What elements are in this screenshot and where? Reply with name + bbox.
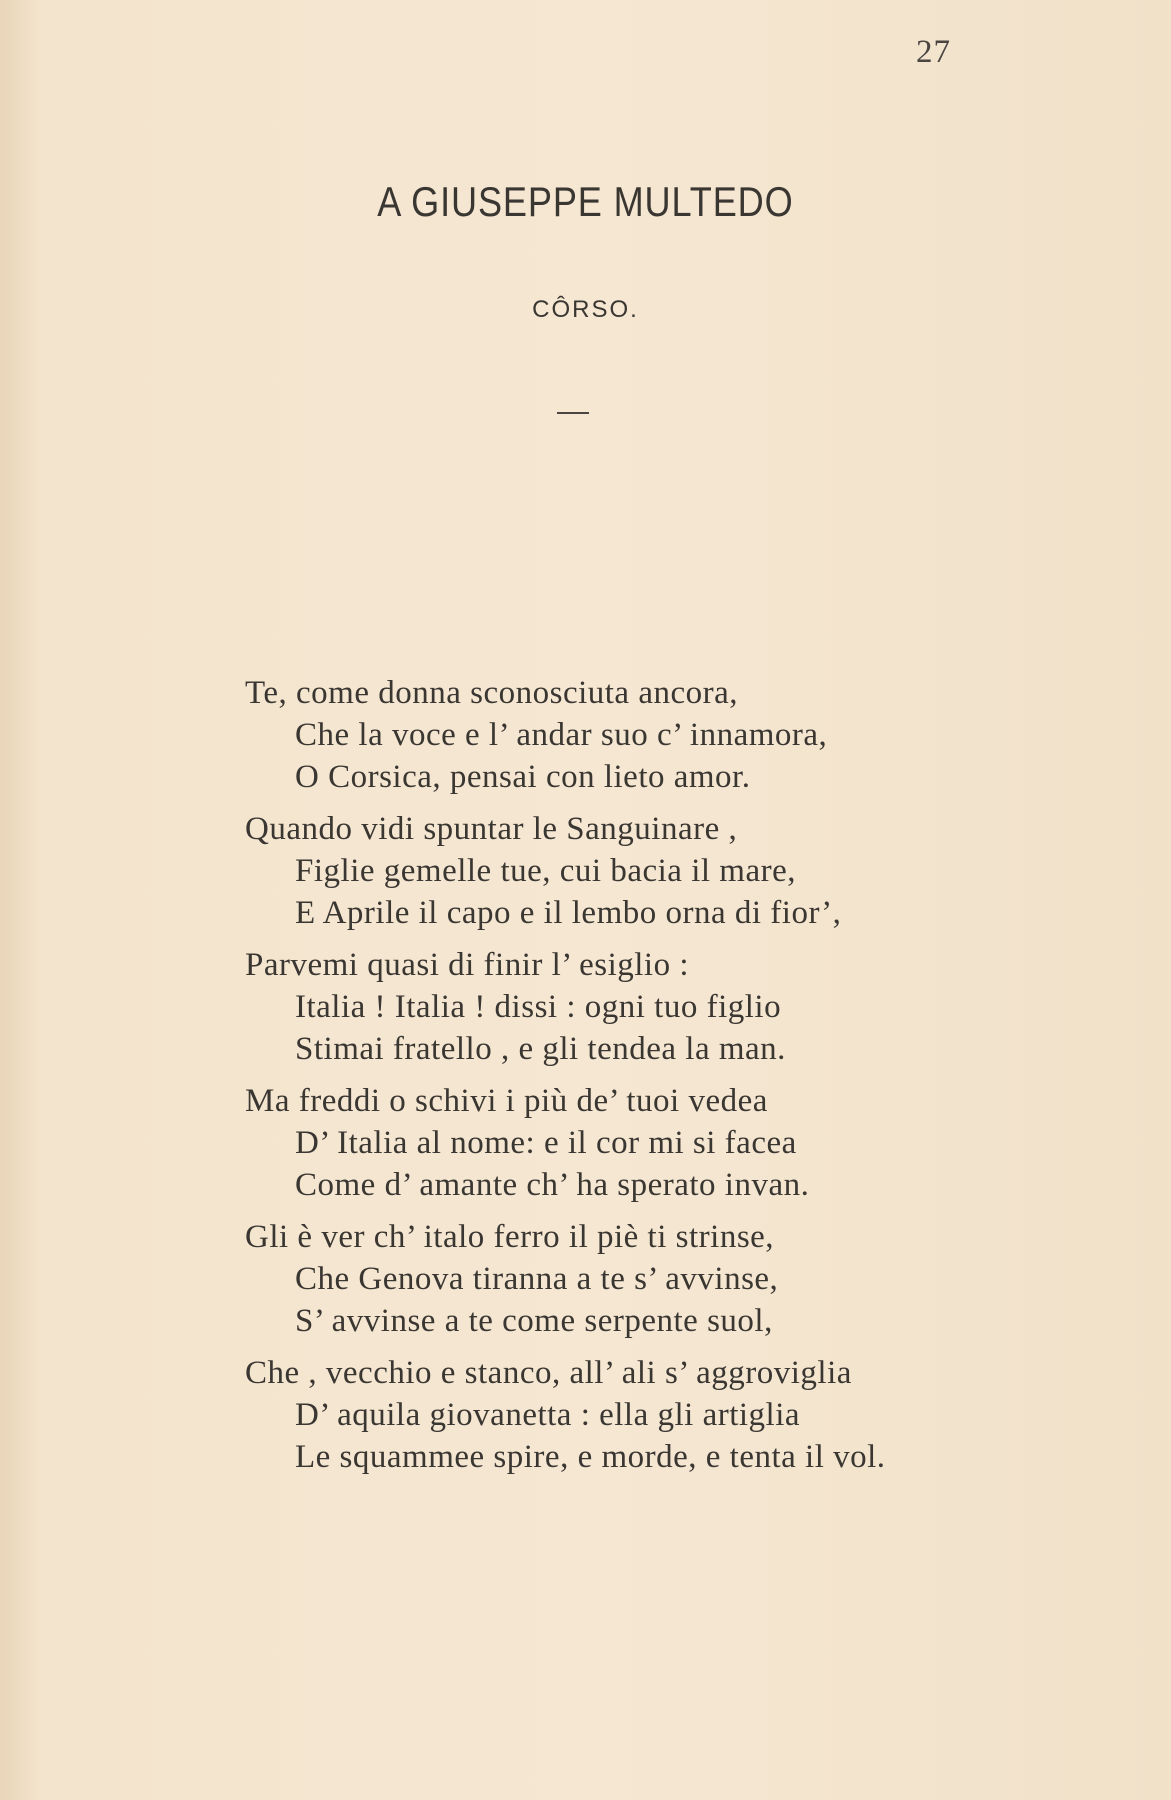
stanza	[245, 1080, 1045, 1206]
poem-line: Che Genova tiranna a te s’ avvinse,	[295, 1261, 779, 1297]
poem-line: Come d’ amante ch’ ha sperato invan.	[295, 1167, 810, 1203]
poem-line: Figlie gemelle tue, cui bacia il mare,	[295, 853, 796, 889]
poem-line: E Aprile il capo e il lembo orna di fior’,	[295, 895, 842, 931]
poem-body	[245, 672, 1045, 1488]
poem-line: Che , vecchio e stanco, all’ ali s’ aggroviglia	[245, 1355, 852, 1391]
poem-line: Gli è ver ch’ italo ferro il piè ti strinse,	[245, 1219, 775, 1255]
stanza	[245, 1216, 1045, 1342]
poem-line: Ma freddi o schivi i più de’ tuoi vedea	[245, 1083, 768, 1119]
poem-line: Te, come donna sconosciuta ancora,	[245, 675, 739, 711]
poem-line: S’ avvinse a te come serpente suol,	[295, 1303, 773, 1339]
poem-line: O Corsica, pensai con lieto amor.	[295, 759, 751, 795]
stanza	[245, 944, 1045, 1070]
section-divider	[557, 412, 589, 414]
poem-line: D’ Italia al nome: e il cor mi si facea	[295, 1125, 797, 1161]
stanza	[245, 672, 1045, 798]
poem-line: Quando vidi spuntar le Sanguinare ,	[245, 811, 738, 847]
poem-line: Che la voce e l’ andar suo c’ innamora,	[295, 717, 828, 753]
page-number: 27	[916, 34, 951, 70]
poem-line: Parvemi quasi di finir l’ esiglio :	[245, 947, 689, 983]
poem-title: A GIUSEPPE MULTEDO	[377, 178, 794, 225]
poem-line: Italia ! Italia ! dissi : ogni tuo figlio	[295, 989, 782, 1025]
poem-subtitle: CÔRSO.	[532, 296, 639, 323]
stanza	[245, 808, 1045, 934]
stanza	[245, 1352, 1045, 1478]
poem-line: D’ aquila giovanetta : ella gli artiglia	[295, 1397, 801, 1433]
poem-line: Stimai fratello , e gli tendea la man.	[295, 1031, 786, 1067]
poem-line: Le squammee spire, e morde, e tenta il vol.	[295, 1439, 886, 1475]
